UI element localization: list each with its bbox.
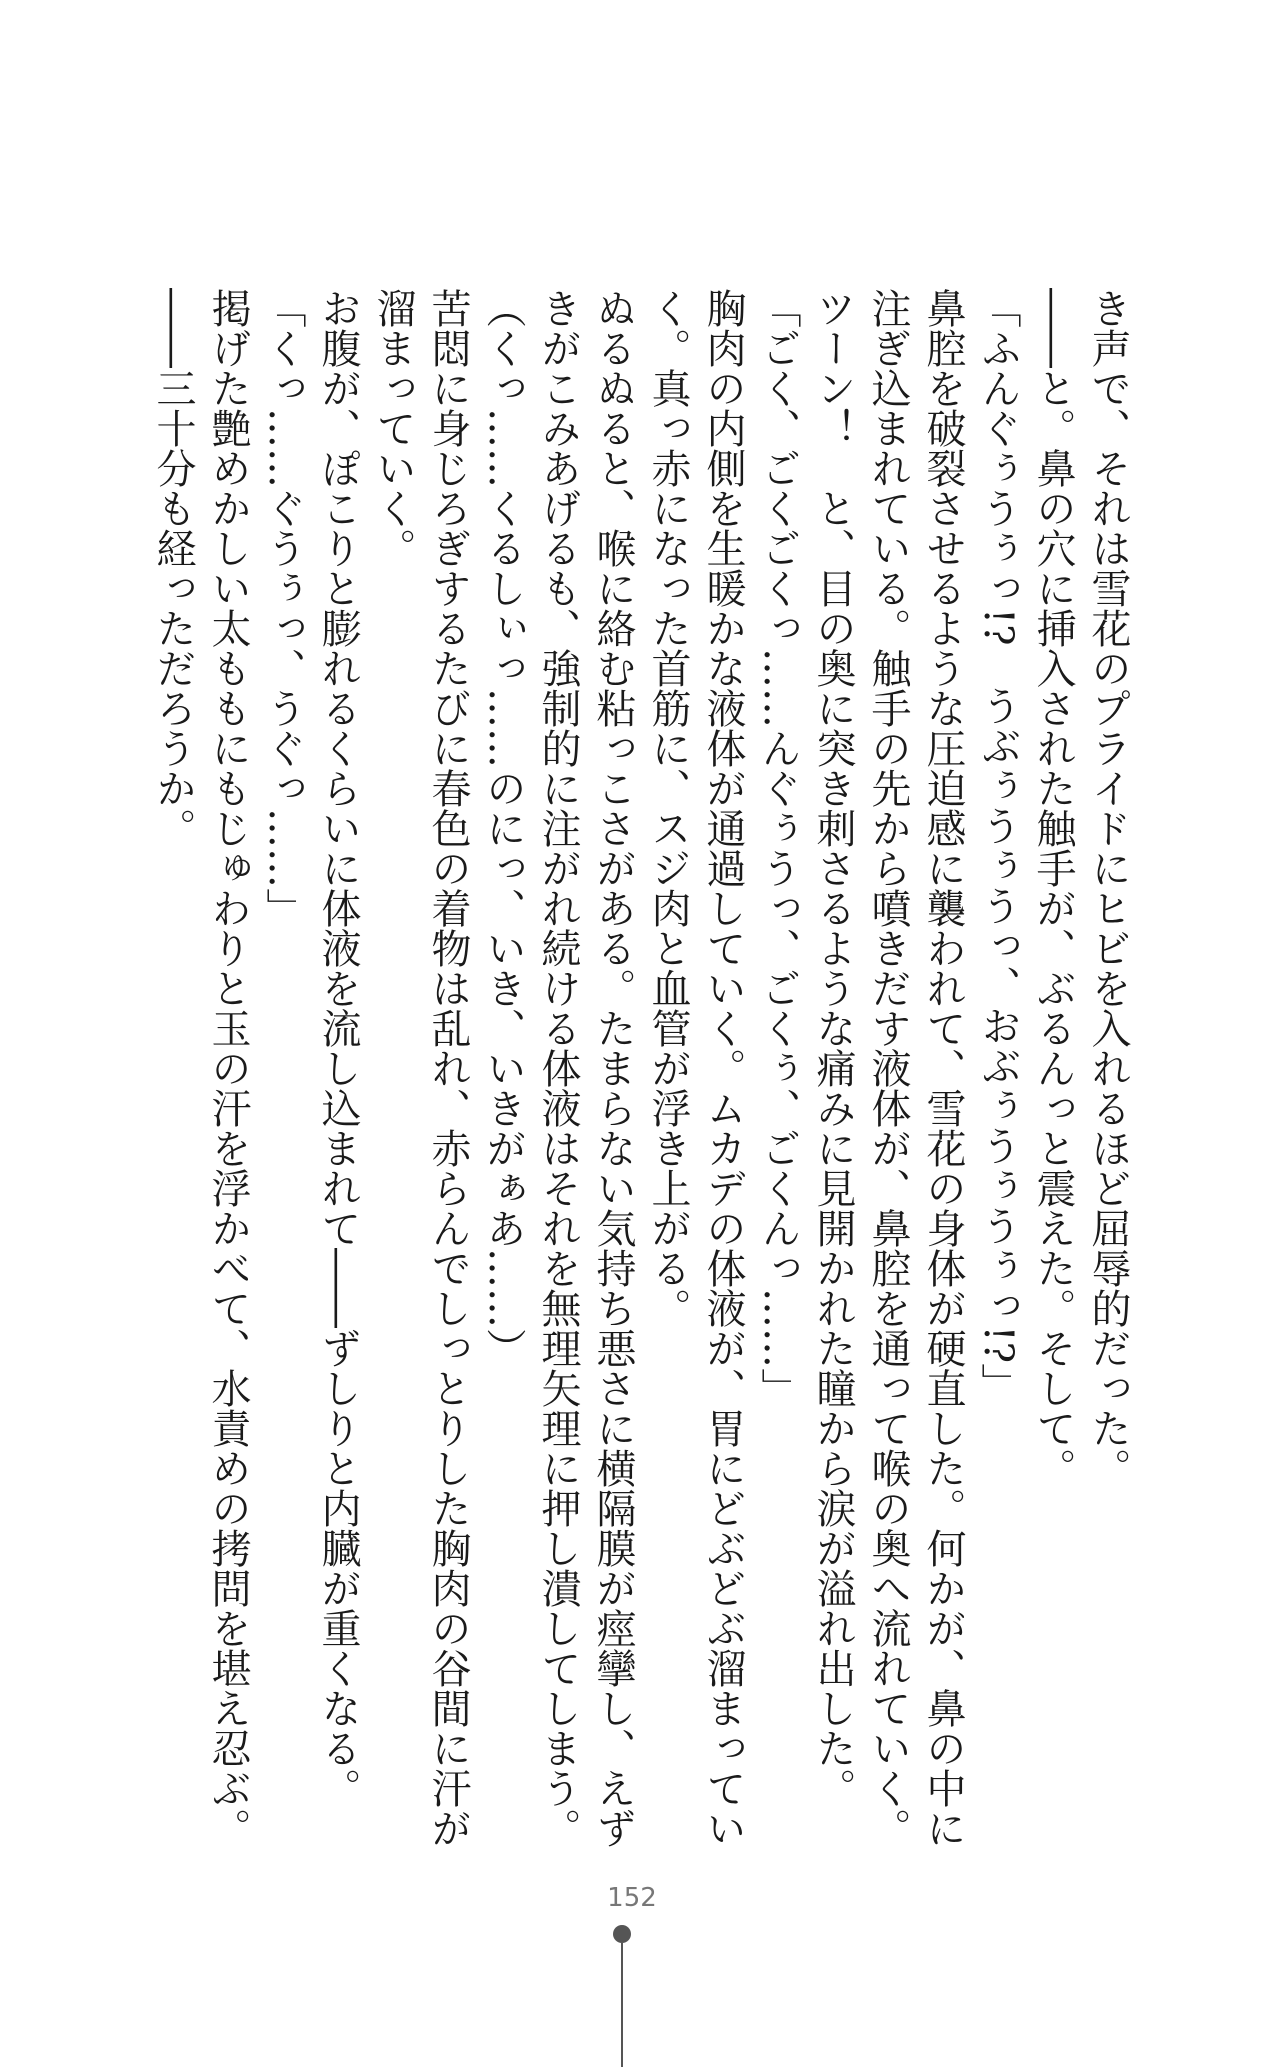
page-marker-dot (613, 1925, 631, 1943)
page-marker-line (621, 1943, 623, 2067)
text-line: き声で、それは雪花のプライドにヒビを入れるほど屈辱的だった。 (1085, 288, 1131, 1488)
text-line: きがこみあげるも、強制的に注がれ続ける体液はそれを無理矢理に押し潰してしまう。 (535, 288, 581, 1848)
text-line: （くっ……くるしぃっ……のにっ、いき、いきがぁあ……） (480, 288, 526, 1368)
text-line: 鼻腔を破裂させるような圧迫感に襲われて、雪花の身体が硬直した。何かが、鼻の中に (920, 288, 966, 1848)
text-line: ツーン！ と、目の奥に突き刺さるような痛みに見開かれた瞳から涙が溢れ出した。 (810, 288, 856, 1808)
page-marker (613, 1925, 631, 2067)
text-line: ――と。鼻の穴に挿入された触手が、ぶるんっと震えた。そして。 (1030, 288, 1076, 1488)
text-line: 掲げた艶めかしい太ももにもじゅわりと玉の汗を浮かべて、水責めの拷問を堪え忍ぶ。 (205, 288, 251, 1848)
text-line: ――三十分も経っただろうか。 (150, 288, 196, 848)
text-line: ぬるぬると、喉に絡む粘っこさがある。たまらない気持ち悪さに横隔膜が痙攣し、えず (590, 288, 636, 1848)
text-line: 「ごく、ごくごくっ……んぐぅうっ、ごくぅ、ごくんっ……」 (755, 288, 801, 1408)
text-line: 溜まっていく。 (370, 288, 416, 568)
text-line: お腹が、ぽこりと膨れるくらいに体液を流し込まれて――ずしりと内臓が重くなる。 (315, 288, 361, 1808)
page-number: 152 (607, 1883, 657, 1913)
body-text (150, 288, 1135, 1848)
text-line: 注ぎ込まれている。触手の先から噴きだす液体が、鼻腔を通って喉の奥へ流れていく。 (865, 288, 911, 1848)
text-line: 胸肉の内側を生暖かな液体が通過していく。ムカデの体液が、胃にどぶどぶ溜まってい (700, 288, 746, 1848)
text-line: く。真っ赤になった首筋に、スジ肉と血管が浮き上がる。 (645, 288, 691, 1328)
text-line: 苦悶に身じろぎするたびに春色の着物は乱れ、赤らんでしっとりした胸肉の谷間に汗が (425, 288, 471, 1848)
text-line: 「くっ……ぐうぅっ、うぐっ……」 (260, 288, 306, 928)
text-line: 「ふんぐぅうぅっ!? うぶぅうぅうっ、おぶぅうぅうぅっ!?」 (975, 288, 1021, 1404)
